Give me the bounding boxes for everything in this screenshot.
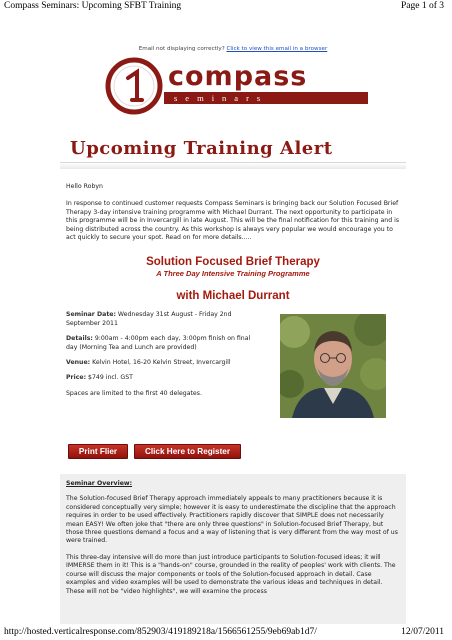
intro-paragraph: In response to continued customer requests Compass Seminars is bringing back our Solution Focused Brief Therapy 3-day intensive training programme with Michael Durrant. The next opportunity to participate in this programme will be in Invercargill in late August. This will be the final notification for this training and is being distributed across the country. As this workshop is always very popular we would encourage you to act quickly to secure your spot. Read on for more details.....: [66, 200, 400, 242]
view-in-browser-link[interactable]: Click to view this email in a browser: [226, 46, 328, 52]
email-body: [54, 32, 412, 624]
overview-heading: Seminar Overview:: [66, 480, 133, 488]
course-title: Solution Focused Brief Therapy: [146, 256, 320, 269]
seminar-times-label: Details:: [66, 335, 93, 343]
print-page-title: Compass Seminars: Upcoming SFBT Training: [4, 1, 182, 11]
action-buttons: [68, 444, 412, 460]
register-button[interactable]: Click Here to Register: [134, 444, 241, 459]
presenter-name: with Michael Durrant: [176, 290, 290, 303]
alert-title: Upcoming Training Alert: [70, 138, 333, 159]
seminar-overview: [60, 474, 406, 624]
print-page-number: Page 1 of 3: [400, 1, 444, 11]
seminar-times-value: 9:00am - 4:00pm each day, 3:00pm finish on final day (Morning Tea and Lunch are provided): [66, 335, 251, 351]
seminar-price: [66, 374, 261, 382]
details-column: [66, 311, 261, 405]
compass-logo-icon: [104, 56, 164, 116]
overview-paragraph-2: This three-day intensive will do more than just introduce participants to Solution-focused ideas; it will IMMERSE them in it! This is a "hands-on" course, grounded in the reality of peoples' work with clients. The course will discuss the major components or tools of the Solution-focused approach in detail. Case examples and video examples will be used to demonstrate the various ideas and techniques in detail. These will not be "video highlights", we will examine the process: [66, 553, 396, 595]
seminar-venue-label: Venue:: [66, 359, 91, 367]
print-header: [0, 0, 452, 14]
print-date: 12/07/2011: [401, 627, 444, 637]
seminar-date-value: Wednesday 31st August - Friday 2nd September 2011: [66, 311, 232, 327]
brand-subtitle: seminars: [174, 93, 269, 103]
greeting: Hello Robyn: [66, 183, 103, 190]
brand-name: compass: [168, 61, 308, 92]
seminar-times: [66, 335, 261, 352]
print-footer: [0, 626, 452, 640]
compass-logo-banner: [104, 56, 362, 116]
seminar-date-label: Seminar Date:: [66, 311, 116, 319]
alert-divider: [60, 162, 406, 169]
seminar-venue-value: Kelvin Hotel, 16-20 Kelvin Street, Invercargill: [92, 359, 231, 367]
seminar-date: [66, 311, 261, 328]
display-notice-text: Email not displaying correctly?: [138, 46, 227, 52]
seminar-spaces: Spaces are limited to the first 40 delegates.: [66, 389, 202, 397]
seminar-venue: [66, 359, 261, 367]
brand-wordmark: [164, 61, 364, 111]
seminar-price-label: Price:: [66, 374, 87, 382]
display-notice: [54, 46, 412, 52]
presenter-photo: [280, 314, 386, 418]
course-subtitle: A Three Day Intensive Training Programme: [156, 269, 310, 279]
seminar-details: [66, 311, 402, 433]
print-url: http://hosted.verticalresponse.com/852903/419189218a/1566561255/9eb69ab1d7/: [4, 627, 317, 637]
seminar-price-value: $749 incl. GST: [88, 374, 133, 382]
overview-paragraph-1: The Solution-focused Brief Therapy approach immediately appeals to many practitioners because it is considered conceptually very simple; however it is easy to underestimate the discipline that the approach requires in order to be used effectively. Practitioners rapidly discover that SIMPLE does not necessarily mean EASY! We often joke that "there are only three questions" in Solution-focused Brief Therapy, but those three questions demand a focus and a way of listening that is very different from the way most of us were trained.: [66, 495, 398, 545]
print-flier-button[interactable]: Print Flier: [68, 444, 128, 459]
